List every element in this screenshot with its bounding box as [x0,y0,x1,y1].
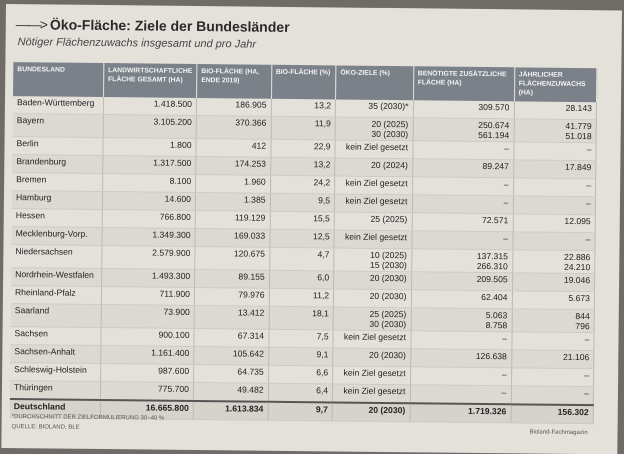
source: QUELLE: BIOLAND, BLE [11,424,80,431]
ziel-cell-value: 30 (2030) [369,318,407,330]
bundesland-cell [10,381,101,400]
total-jahr-cell-value: 156.302 [557,406,589,418]
bundesland-cell [11,304,102,328]
total-zus-cell-value: 1.719.326 [468,405,507,417]
jahr-cell-value: – [584,388,590,399]
pct-cell [270,157,335,176]
pct-cell [269,288,334,307]
lf-cell-value: 1.800 [169,139,192,150]
zus-cell-value: – [503,179,509,190]
jahr-cell-value: 22.886 [564,251,591,263]
ziel-cell [335,99,413,117]
arrow-icon: ——> [15,16,47,33]
pct-cell-value: 11,2 [312,290,330,301]
bio-cell [195,192,270,211]
jahr-cell [512,232,595,251]
bio-cell-value: 89.155 [238,271,265,282]
zus-cell-value: 8.758 [485,320,508,331]
jahr-cell-value: – [584,370,590,381]
jahr-cell [514,101,597,119]
jahr-cell [513,142,596,161]
ziel-cell [333,366,411,385]
bundesland-cell [11,227,101,246]
bio-cell-value: 370.366 [235,117,267,128]
magazine-name: Bioland-Fachmagazin [529,429,588,437]
bundesland-cell-value: Bremen [16,174,47,185]
bio-cell [195,210,270,229]
bio-cell [195,269,270,288]
pct-cell [269,247,334,271]
pct-cell-value: 13,2 [313,159,331,170]
lf-cell-value: 1.317.500 [153,157,192,168]
lf-cell-value: 8.100 [169,175,192,186]
pct-cell-value: 9,5 [318,195,331,206]
bio-cell-value: 169.033 [234,230,266,241]
ziel-cell [334,248,412,272]
ziel-cell-value: 15 (2030) [369,259,407,271]
bundesland-cell [13,114,104,138]
jahr-cell-value: 12.095 [564,215,591,227]
zus-cell [413,100,514,119]
total-ziel-cell [332,402,410,421]
pct-cell [268,347,333,366]
pct-cell-value: 15,5 [313,213,330,224]
pct-cell-value: 12,5 [312,231,330,242]
lf-cell-value: 1.493.300 [151,270,191,281]
jahr-cell [513,178,596,197]
jahr-cell-value: 17.849 [564,161,592,173]
bio-cell-value: 412 [251,140,267,151]
pct-cell [270,211,335,230]
bundesland-cell-value: Berlin [16,138,39,149]
ziel-cell-value: 25 (2025) [370,213,408,225]
pct-cell [268,383,333,402]
pct-cell [268,365,333,384]
jahr-cell-value: 844 [575,310,590,322]
bundesland-cell-value: Schleswig-Holstein [14,364,87,375]
total-bio-cell [193,401,268,420]
zus-cell-value: – [501,387,507,398]
bio-cell-value: 119.129 [234,212,266,223]
bundesland-cell [12,173,102,192]
lf-cell-value: 766.800 [159,211,191,222]
jahr-cell-value: 28.143 [565,102,592,114]
col-header: LANDWIRTSCHAFTLICHE FLÄCHE GESAMT (HA) [103,63,197,98]
bio-cell-value: 1.385 [243,194,266,205]
col-header: BIO-FLÄCHE (%) [271,65,336,100]
ziel-cell-value: 20 (2030) [369,272,407,284]
zus-cell-value: 561.194 [478,129,510,141]
zus-cell [412,159,513,178]
lf-cell-value: 775.700 [157,383,190,394]
bundesland-cell-value: Mecklenburg-Vorp. [15,228,88,239]
bio-cell [196,98,271,116]
zus-cell-value: 137.315 [476,250,508,262]
table-body [10,96,597,424]
ziel-cell-value: kein Ziel gesetzt [343,385,406,397]
page-subtitle: Nötiger Flächenzuwachs insgesamt und pro Jahr [17,36,257,51]
bio-cell-value: 67.314 [237,330,265,341]
bio-cell [194,305,269,329]
ziel-cell-value: 20 (2030) [369,349,406,361]
zus-cell-value: 62.404 [481,291,508,303]
bio-cell-value: 49.482 [237,384,264,395]
bundesland-cell-value: Thüringen [13,382,53,393]
pct-cell [270,229,335,248]
bio-cell-value: 105.642 [232,348,264,359]
bio-cell-value: 1.960 [244,176,266,187]
jahr-cell-value: – [585,234,591,245]
ziel-cell-value: kein Ziel gesetzt [345,177,408,189]
bundesland-cell-value: Rheinland-Pfalz [14,287,76,298]
jahr-cell [513,214,596,233]
page [1,4,622,454]
lf-cell-value: 711.900 [159,288,191,299]
zus-cell [411,272,512,291]
total-ziel-cell-value: 20 (2030) [368,404,406,416]
ziel-cell [335,158,413,177]
bio-cell [196,115,271,139]
jahr-cell [512,250,595,274]
pct-cell-value: 18,1 [312,308,329,319]
bundesland-cell [12,137,102,156]
data-table [10,62,598,424]
ziel-cell-value: kein Ziel gesetzt [344,231,408,243]
zus-cell-value: – [503,233,509,244]
zus-cell [410,331,511,350]
jahr-cell-value: – [584,334,590,345]
ziel-cell [335,176,413,195]
total-jahr-cell [511,404,594,423]
lf-cell [103,97,196,115]
lf-cell-value: 1.161.400 [151,347,190,358]
lf-cell [103,115,196,139]
pct-cell-value: 7,5 [316,331,329,342]
jahr-cell-value: 41.779 [565,120,592,132]
lf-cell [102,174,195,193]
bio-cell [194,364,269,383]
pct-cell [269,306,334,330]
bio-cell [193,382,268,401]
total-pct-cell [268,402,333,421]
zus-cell [412,213,513,232]
total-lf-cell-value: 16.665.800 [145,402,189,413]
zus-cell-value: 309.570 [478,101,510,113]
bio-cell [196,156,271,175]
ziel-cell-value: kein Ziel gesetzt [345,195,408,207]
lf-cell [103,156,196,175]
lf-cell-value: 14.600 [164,193,192,204]
jahr-cell-value: 19.046 [563,274,591,286]
bundesland-cell-value: Nordrhein-Westfalen [15,269,94,280]
lf-cell [102,210,195,229]
jahr-cell [511,386,594,405]
bundesland-cell-value: Bayern [16,115,45,126]
zus-cell-value: 266.310 [476,260,508,272]
ziel-cell [333,348,411,367]
zus-cell [411,231,512,250]
col-header: BENÖTIGTE ZUSÄTZLICHE FLÄCHE (HA) [413,66,514,101]
lf-cell [102,246,195,270]
lf-cell-value: 2.579.900 [152,247,191,258]
lf-cell-value: 900.100 [158,329,190,340]
zus-cell [412,195,513,214]
lf-cell [101,346,194,365]
jahr-cell [513,160,596,179]
bundesland-cell-value: Brandenburg [16,156,67,167]
lf-cell [103,138,196,157]
zus-cell [413,118,514,142]
zus-cell-value: 209.505 [476,273,508,285]
ziel-cell-value: 20 (2024) [371,159,408,171]
zus-cell-value: 126.638 [475,350,507,362]
ziel-cell [334,230,412,249]
jahr-cell-value: 5.673 [568,292,591,304]
bundesland-cell [12,191,102,210]
pct-cell-value: 24,2 [313,177,331,188]
col-header: ÖKO-ZIELE (%) [336,65,414,100]
lf-cell [102,192,195,211]
jahr-cell-value: – [586,144,592,155]
pct-cell-value: 13,2 [314,100,332,111]
col-header: BUNDESLAND [13,62,104,97]
ziel-cell-value: 20 (2025) [371,118,409,130]
pct-cell-value: 22,9 [313,141,331,152]
zus-cell [410,367,511,386]
bio-cell-value: 174.253 [234,158,266,169]
zus-cell-value: 5.063 [485,310,508,321]
bio-cell [196,174,271,193]
bio-cell [195,228,270,247]
bundesland-cell-value: Saarland [14,305,50,316]
lf-cell [100,382,193,401]
bundesland-cell [10,345,100,364]
jahr-cell [513,196,596,215]
jahr-cell [512,291,595,310]
zus-cell [412,177,513,196]
jahr-cell-value: – [586,180,592,191]
bio-cell-value: 64.735 [237,366,264,377]
bio-cell-value: 186.905 [235,99,267,110]
lf-cell-value: 3.105.200 [153,116,192,127]
page-title: Öko-Fläche: Ziele der Bundesländer [49,16,290,35]
ziel-cell [333,330,411,349]
lf-cell-value: 1.418.500 [153,98,193,109]
bundesland-cell [13,96,103,114]
ziel-cell [332,384,410,403]
zus-cell-value: 250.674 [478,119,510,131]
lf-cell-value: 1.349.300 [152,229,191,240]
zus-cell-value: – [501,369,507,380]
zus-cell-value: – [504,143,510,154]
ziel-cell [333,289,411,308]
jahr-cell-value: 21.106 [562,351,590,363]
total-land-cell-value: Deutschland [13,401,66,412]
pct-cell [270,193,335,212]
ziel-cell [334,271,412,290]
jahr-cell [512,273,595,292]
lf-cell-value: 73.900 [163,306,190,317]
bundesland-cell [11,268,101,287]
bio-cell [195,246,270,270]
bundesland-cell-value: Sachsen [14,328,49,339]
bio-cell [194,328,269,347]
total-bio-cell-value: 1.613.834 [225,403,264,414]
bio-cell [194,346,269,365]
bundesland-cell-value: Hamburg [15,192,52,203]
total-zus-cell [410,403,511,423]
zus-cell [411,249,512,273]
zus-cell [411,308,512,332]
jahr-cell-value: 796 [575,320,590,332]
jahr-cell [511,368,594,387]
ziel-cell-value: 20 (2030) [369,290,407,302]
jahr-cell [512,309,595,333]
bundesland-cell [12,155,102,174]
pct-cell [270,175,335,194]
bundesland-cell-value: Baden-Württemberg [16,97,95,108]
pct-cell-value: 6,0 [317,272,330,283]
bio-cell-value: 13.412 [238,307,265,318]
bundesland-cell [10,327,100,346]
lf-cell [101,328,194,347]
pct-cell-value: 9,1 [316,349,329,360]
bundesland-cell [11,245,102,269]
pct-cell [270,139,335,158]
ziel-cell-value: 25 (2025) [369,308,407,320]
zus-cell-value: 72.571 [481,214,509,226]
ziel-cell-value: 35 (2030)* [368,100,409,112]
zus-cell [410,385,511,405]
ziel-cell [334,194,412,213]
pct-cell-value: 6,6 [316,367,329,378]
ziel-cell-value: kein Ziel gesetzt [343,367,406,379]
zus-cell [411,290,512,309]
lf-cell [102,228,195,247]
zus-cell [410,349,511,368]
pct-cell [268,329,333,348]
jahr-cell [511,332,594,351]
col-header: JÄHRLICHER FLÄCHENZUWACHS (HA) [514,67,597,102]
pct-cell-value: 6,4 [316,385,329,396]
col-header: BIO-FLÄCHE (HA, ENDE 2019) [197,64,272,99]
lf-cell-value: 987.600 [158,365,190,376]
footnote: *DURCHSCHNITT DER ZIELFORMULIERUNG 30–40 % [11,414,165,422]
lf-cell [101,287,194,306]
zus-cell-value: 89.247 [482,160,509,172]
pct-cell-value: 4,7 [317,249,330,260]
bio-cell-value: 79.976 [238,289,265,300]
ziel-cell [335,117,413,141]
ziel-cell-value: 10 (2025) [370,249,407,261]
bundesland-cell [12,209,102,228]
ziel-cell-value: kein Ziel gesetzt [343,331,407,343]
title-row [16,16,290,35]
zus-cell-value: – [503,197,509,208]
lf-cell [101,305,194,329]
pct-cell [271,99,336,117]
pct-cell [271,116,336,140]
bundesland-cell [10,363,100,382]
bundesland-cell-value: Hessen [15,210,45,221]
ziel-cell [335,140,413,159]
jahr-cell [511,350,594,369]
pct-cell [269,270,334,289]
ziel-cell-value: 30 (2030) [371,128,409,140]
bio-cell [196,138,271,157]
bundesland-cell-value: Sachsen-Anhalt [14,346,76,357]
lf-cell [100,364,193,383]
zus-cell [412,141,513,160]
bundesland-cell-value: Niedersachsen [15,246,73,257]
pct-cell-value: 11,9 [314,118,331,129]
bio-cell-value: 120.675 [233,248,266,259]
jahr-cell-value: 24.210 [563,261,591,273]
jahr-cell-value: 51.018 [565,130,592,142]
ziel-cell-value: kein Ziel gesetzt [345,141,409,153]
ziel-cell [334,212,412,231]
ziel-cell [333,307,411,331]
total-pct-cell-value: 9,7 [315,404,328,415]
lf-cell [101,269,194,288]
bundesland-cell [11,286,101,305]
zus-cell-value: – [502,333,508,344]
jahr-cell [514,119,597,143]
bio-cell [194,287,269,306]
jahr-cell-value: – [586,198,591,209]
